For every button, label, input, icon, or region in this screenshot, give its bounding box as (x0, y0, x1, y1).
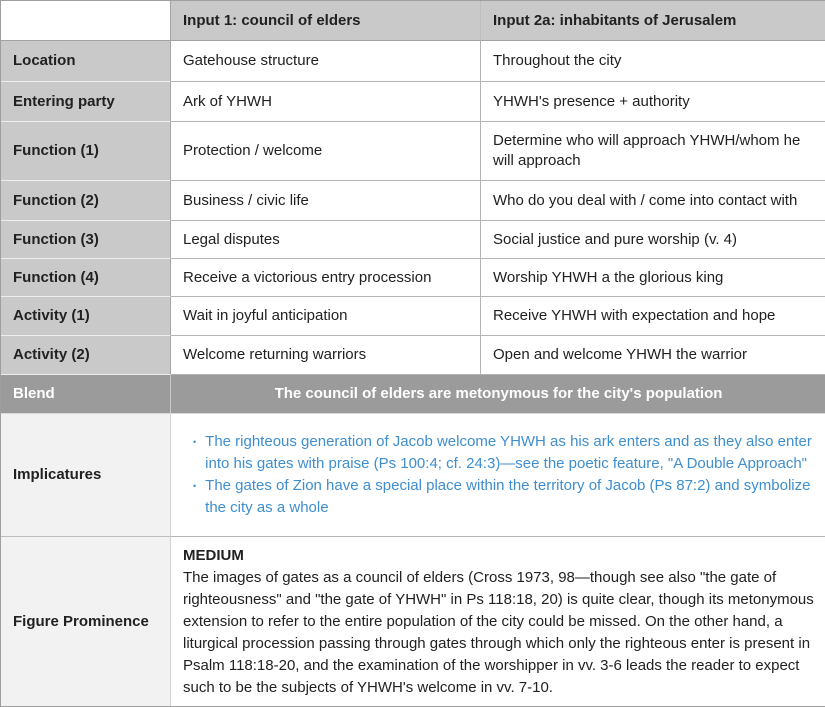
row-label: Function (1) (1, 122, 171, 181)
cell-input1: Welcome returning warriors (171, 336, 481, 375)
row-label: Activity (2) (1, 336, 171, 375)
row-label: Entering party (1, 82, 171, 122)
cell-input2a: Open and welcome YHWH the warrior (481, 336, 825, 375)
cell-input1: Gatehouse structure (171, 41, 481, 82)
row-label: Location (1, 41, 171, 82)
row-label: Function (2) (1, 181, 171, 221)
table-row-entering-party (1, 82, 825, 122)
table-row-location (1, 41, 825, 82)
cell-input2a: Determine who will approach YHWH/whom he will approach (481, 122, 825, 181)
prominence-description: The images of gates as a council of elders (Cross 1973, 98—though see also "the gate of righteousness" and "the gate of YHWH" in Ps 118:18, 20) is quite clear, though its metonymous extension to refer to the entire population of the city could be missed. On the other hand, a liturgical procession passing through gates through which only the righteous enter is present in Psalm 118:18-20, and the examination of the worshipper in vv. 3-6 leads the reader to expect such to be the subjects of YHWH's welcome in vv. 7-10. (183, 568, 814, 696)
cell-input2a: Throughout the city (481, 41, 825, 82)
row-label: Activity (1) (1, 297, 171, 336)
implicatures-cell (171, 414, 825, 537)
implicatures-row (1, 414, 825, 537)
row-label: Implicatures (1, 414, 171, 537)
list-item (183, 431, 814, 475)
table-row-activity-1 (1, 297, 825, 336)
list-item (183, 475, 814, 519)
header-row (1, 1, 825, 41)
cell-input2a: Social justice and pure worship (v. 4) (481, 221, 825, 259)
cell-input2a: Receive YHWH with expectation and hope (481, 297, 825, 336)
row-label: Figure Prominence (1, 537, 171, 706)
corner-cell (1, 1, 171, 41)
cell-input1: Legal disputes (171, 221, 481, 259)
figure-prominence-row (1, 537, 825, 706)
figure-prominence-cell (171, 537, 825, 706)
row-label: Function (4) (1, 259, 171, 297)
prominence-grade: MEDIUM (183, 546, 244, 564)
table-row-function-4 (1, 259, 825, 297)
cell-input2a: YHWH's presence + authority (481, 82, 825, 122)
bullet-icon: • (193, 437, 197, 447)
implicature-text: The gates of Zion have a special place within the territory of Jacob (Ps 87:2) and symbolize the city as a whole (205, 477, 811, 516)
cell-input2a: Worship YHWH a the glorious king (481, 259, 825, 297)
column-header-input1: Input 1: council of elders (171, 1, 481, 41)
cell-input1: Wait in joyful anticipation (171, 297, 481, 336)
table-row-function-1 (1, 122, 825, 181)
implicature-text: The righteous generation of Jacob welcome YHWH as his ark enters and as they also enter into his gates with praise (Ps 100:4; cf. 24:3)—see the poetic feature, "A Double Approach" (205, 433, 812, 472)
cell-input1: Business / civic life (171, 181, 481, 221)
blend-value: The council of elders are metonymous for the city's population (171, 375, 825, 414)
cell-input1: Protection / welcome (171, 122, 481, 181)
bullet-icon: • (193, 481, 197, 491)
column-header-input2a: Input 2a: inhabitants of Jerusalem (481, 1, 825, 41)
cell-input2a: Who do you deal with / come into contact with (481, 181, 825, 221)
table-row-activity-2 (1, 336, 825, 375)
row-label: Blend (1, 375, 171, 414)
blend-row (1, 375, 825, 414)
table-row-function-3 (1, 221, 825, 259)
cell-input1: Receive a victorious entry procession (171, 259, 481, 297)
table-row-function-2 (1, 181, 825, 221)
cell-input1: Ark of YHWH (171, 82, 481, 122)
row-label: Function (3) (1, 221, 171, 259)
